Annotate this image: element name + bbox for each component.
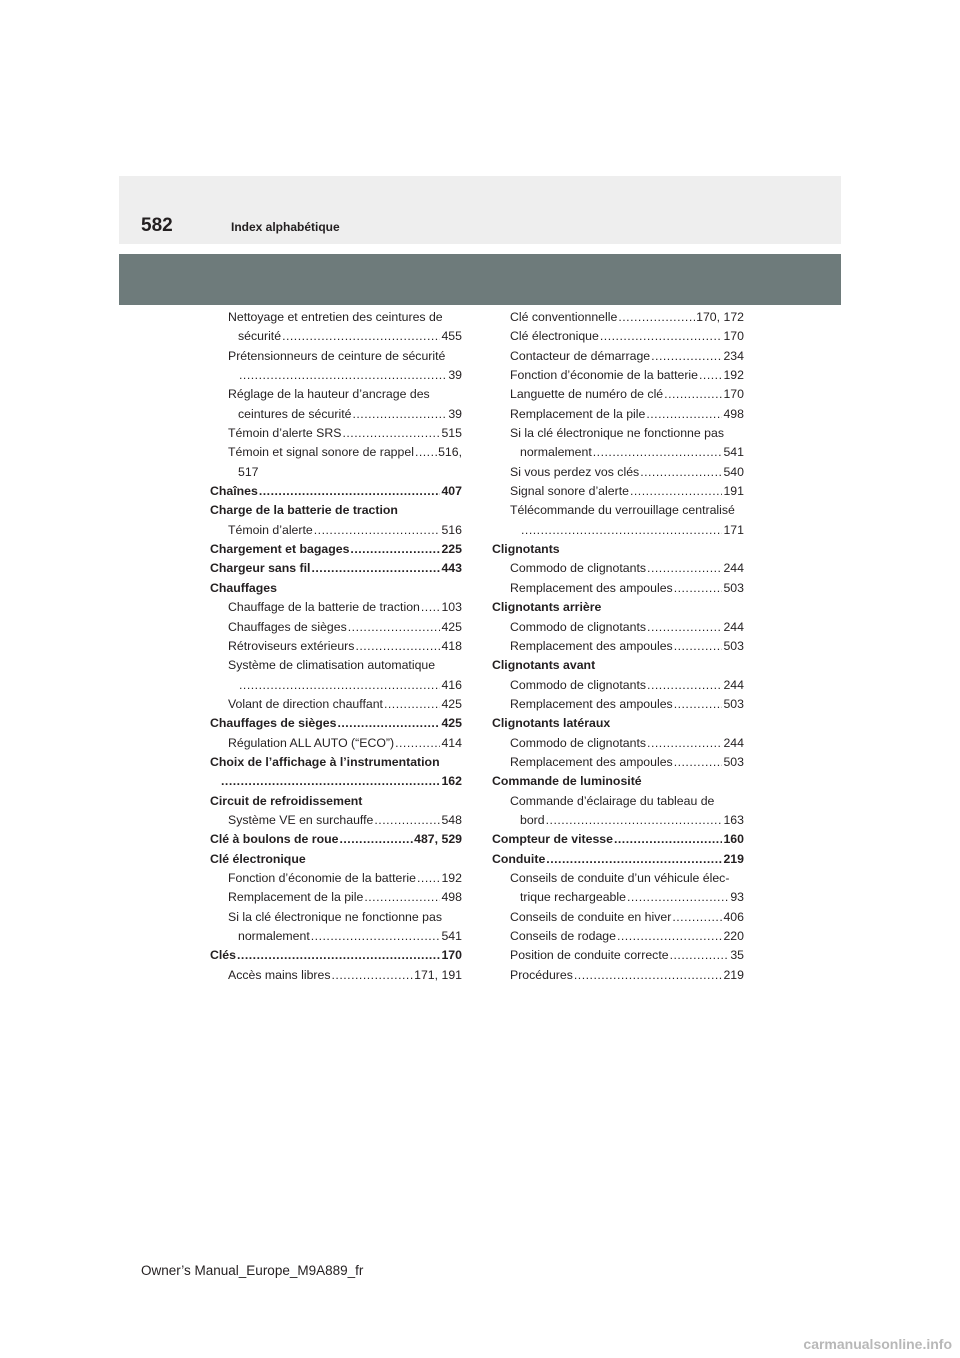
- entry-text: Chargeur sans fil: [210, 561, 311, 576]
- index-heading: [210, 501, 462, 520]
- entry-text: Témoin et signal sonore de rappel: [228, 445, 414, 460]
- index-subentry: [210, 308, 462, 347]
- page-reference: 163: [723, 812, 744, 827]
- page-reference: 516: [441, 522, 462, 537]
- dot-leader: [627, 888, 729, 907]
- index-subentry: [492, 308, 744, 327]
- entry-page-line: [510, 753, 744, 772]
- entry-text: Nettoyage et entretien des ceintures de: [228, 310, 443, 324]
- page-reference: 219: [723, 851, 744, 866]
- page-reference: 503: [723, 580, 744, 595]
- page-reference: 191: [723, 484, 744, 499]
- dot-leader: [314, 521, 441, 540]
- entry-text: Témoin d’alerte SRS: [228, 426, 342, 441]
- page-reference: 503: [723, 696, 744, 711]
- entry-page-line: [510, 618, 744, 637]
- entry-page-line: [228, 888, 462, 907]
- index-subentry: [492, 579, 744, 598]
- page-reference: 244: [723, 735, 744, 750]
- entry-text: normalement: [520, 445, 592, 460]
- index-heading: [492, 772, 744, 791]
- dot-leader: [664, 385, 722, 404]
- entry-page-line: [510, 385, 744, 404]
- entry-page-line: [210, 559, 462, 578]
- page-reference: 170: [441, 948, 462, 963]
- index-subentry: [492, 618, 744, 637]
- entry-page-line: [510, 637, 744, 656]
- index-subentry: [492, 695, 744, 714]
- index-column-right: [492, 308, 744, 985]
- index-subentry: [492, 908, 744, 927]
- entry-page-line: [210, 714, 462, 733]
- page-reference: 425: [441, 716, 462, 731]
- index-subentry: [492, 366, 744, 385]
- dot-leader: [546, 811, 723, 830]
- dot-leader: [239, 366, 447, 385]
- dot-leader: [646, 405, 722, 424]
- entry-text: Conseils de rodage: [510, 929, 616, 943]
- entry-text: Clé électronique: [210, 851, 306, 866]
- dot-leader: [355, 637, 440, 656]
- entry-text: Commodo de clignotants: [510, 677, 647, 692]
- entry-text: Chauffages de sièges: [210, 716, 337, 731]
- entry-page-line: [510, 946, 744, 965]
- dot-leader: [521, 521, 722, 540]
- entry-page-line: [228, 366, 462, 385]
- dot-leader: [674, 695, 723, 714]
- dot-leader: [672, 908, 722, 927]
- entry-text: Position de conduite correcte: [510, 948, 669, 963]
- entry-page-line: [510, 308, 744, 327]
- page-reference: 160: [723, 832, 744, 847]
- page-reference: 548: [441, 812, 462, 827]
- index-heading: [492, 850, 744, 869]
- index-heading: [492, 540, 744, 559]
- index-subentry: [492, 927, 744, 946]
- entry-text: Choix de l’affichage à l’instrumentation: [210, 754, 440, 769]
- page-reference: 498: [723, 406, 744, 421]
- entry-text: ceintures de sécurité: [238, 406, 352, 421]
- page-reference: 455: [441, 329, 462, 344]
- index-heading: [210, 753, 462, 792]
- entry-text: Clés: [210, 948, 236, 963]
- page-reference: 234: [723, 348, 744, 363]
- entry-text: Circuit de refroidissement: [210, 793, 363, 808]
- entry-page-line: [228, 598, 462, 617]
- entry-page-line: [510, 327, 744, 346]
- dot-leader: [651, 347, 722, 366]
- index-subentry: [210, 424, 462, 443]
- index-heading: [210, 850, 462, 869]
- entry-page-line: [210, 772, 462, 791]
- page-reference: 244: [723, 677, 744, 692]
- index-heading: [210, 830, 462, 849]
- entry-text: Commande d’éclairage du tableau de: [510, 793, 715, 808]
- dot-leader: [614, 830, 723, 849]
- entry-text: Chauffage de la batterie de traction: [228, 600, 420, 615]
- dot-leader: [221, 772, 440, 791]
- index-subentry: [492, 966, 744, 985]
- index-subentry: [210, 908, 462, 947]
- page-reference: 170: [723, 329, 744, 344]
- dot-leader: [546, 850, 722, 869]
- entry-text: Chauffages: [210, 580, 277, 595]
- page-reference: 225: [441, 542, 462, 557]
- entry-text: Remplacement de la pile: [510, 406, 646, 421]
- page-reference: 93: [730, 890, 744, 905]
- index-subentry: [492, 424, 744, 463]
- entry-text: Clignotants arrière: [492, 600, 602, 615]
- index-subentry: [210, 695, 462, 714]
- page-reference: 171: [723, 522, 744, 537]
- page-reference: 192: [723, 368, 744, 383]
- entry-text: Clignotants latéraux: [492, 716, 611, 731]
- dot-leader: [593, 443, 723, 462]
- entry-page-line: [228, 521, 462, 540]
- index-subentry: [492, 347, 744, 366]
- dot-leader: [670, 946, 730, 965]
- index-heading: [210, 946, 462, 965]
- index-subentry: [492, 463, 744, 482]
- watermark: carmanualsonline.info: [803, 1336, 952, 1352]
- index-subentry: [492, 385, 744, 404]
- entry-text: Commodo de clignotants: [510, 619, 647, 634]
- page-reference: 39: [448, 368, 462, 383]
- dot-leader: [640, 463, 722, 482]
- entry-text: Volant de direction chauffant: [228, 696, 383, 711]
- entry-page-line: [228, 734, 462, 753]
- page-reference: 219: [723, 967, 744, 982]
- section-color-band: [119, 254, 841, 305]
- entry-text: Contacteur de démarrage: [510, 348, 651, 363]
- page-reference: 414: [441, 735, 462, 750]
- page-reference: 540: [723, 464, 744, 479]
- dot-leader: [339, 830, 413, 849]
- page-reference: 39: [448, 406, 462, 421]
- index-subentry: [492, 637, 744, 656]
- dot-leader: [415, 443, 437, 462]
- page-number: 582: [141, 215, 173, 236]
- dot-leader: [239, 676, 440, 695]
- page-reference: 515: [441, 426, 462, 441]
- page-reference: 487, 529: [414, 832, 462, 847]
- entry-text: Fonction d’économie de la batterie: [228, 870, 416, 885]
- entry-text: Commande de luminosité: [492, 774, 642, 789]
- entry-page-line: [510, 695, 744, 714]
- index-subentry: [210, 869, 462, 888]
- index-heading: [210, 559, 462, 578]
- entry-text: Remplacement des ampoules: [510, 580, 673, 595]
- dot-leader: [674, 637, 723, 656]
- entry-text: Procédures: [510, 967, 573, 982]
- index-subentry: [210, 521, 462, 540]
- entry-text: Système VE en surchauffe: [228, 812, 374, 827]
- page-reference: 162: [441, 774, 462, 789]
- index-subentry: [210, 888, 462, 907]
- dot-leader: [417, 869, 440, 888]
- entry-page-line: [510, 888, 744, 907]
- dot-leader: [647, 676, 722, 695]
- entry-text: Commodo de clignotants: [510, 735, 647, 750]
- footer-manual-id: Owner’s Manual_Europe_M9A889_fr: [141, 1263, 364, 1278]
- dot-leader: [600, 327, 723, 346]
- entry-page-line: [228, 443, 462, 462]
- dot-leader: [421, 598, 441, 617]
- index-subentry: [492, 946, 744, 965]
- dot-leader: [674, 753, 723, 772]
- page-reference: 503: [723, 754, 744, 769]
- index-subentry: [492, 869, 744, 908]
- dot-leader: [384, 695, 441, 714]
- entry-page-line: [510, 676, 744, 695]
- entry-text: Remplacement des ampoules: [510, 696, 673, 711]
- entry-page-line: [510, 347, 744, 366]
- index-subentry: [492, 327, 744, 346]
- entry-text: normalement: [238, 929, 310, 943]
- dot-leader: [574, 966, 723, 985]
- entry-text: Charge de la batterie de traction: [210, 503, 398, 518]
- page-reference: 406: [723, 909, 744, 924]
- entry-page-line: [510, 463, 744, 482]
- entry-page-line: [228, 695, 462, 714]
- entry-page-line: [228, 405, 462, 424]
- entry-page-line: [210, 830, 462, 849]
- entry-text: Prétensionneurs de ceinture de sécurité: [228, 348, 446, 363]
- index-subentry: [210, 734, 462, 753]
- entry-text: trique rechargeable: [520, 890, 626, 905]
- index-subentry: [210, 618, 462, 637]
- index-subentry: [492, 676, 744, 695]
- entry-page-line: [510, 405, 744, 424]
- dot-leader: [352, 405, 447, 424]
- index-heading: [492, 830, 744, 849]
- entry-text: Chauffages de sièges: [228, 619, 347, 634]
- entry-page-line: [210, 946, 462, 965]
- entry-text: Si la clé électronique ne fonctionne pas: [228, 909, 442, 924]
- page-reference: 425: [441, 696, 462, 711]
- entry-text: Réglage de la hauteur d’ancrage des: [228, 387, 430, 402]
- header-band: [119, 176, 841, 244]
- dot-leader: [311, 927, 441, 946]
- index-subentry: [492, 753, 744, 772]
- index-subentry: [492, 482, 744, 501]
- entry-text: Signal sonore d’alerte: [510, 484, 629, 499]
- entry-page-line: [510, 811, 744, 830]
- dot-leader: [618, 308, 695, 327]
- dot-leader: [282, 327, 440, 346]
- index-heading: [210, 579, 462, 598]
- section-title: Index alphabétique: [231, 220, 340, 234]
- dot-leader: [674, 579, 723, 598]
- entry-text: Clé conventionnelle: [510, 310, 618, 324]
- entry-page-line: [210, 540, 462, 559]
- index-subentry: [210, 347, 462, 386]
- index-heading: [492, 656, 744, 675]
- entry-page-line: [510, 521, 744, 540]
- index-subentry: [210, 811, 462, 830]
- dot-leader: [332, 966, 414, 985]
- page-reference: 541: [723, 445, 744, 460]
- page-reference: 35: [730, 948, 744, 963]
- entry-text: Régulation ALL AUTO (“ECO”): [228, 735, 395, 750]
- entry-text: Chargement et bagages: [210, 542, 350, 557]
- entry-page-line: [510, 966, 744, 985]
- dot-leader: [630, 482, 723, 501]
- index-subentry: [210, 443, 462, 482]
- entry-page-line: [228, 618, 462, 637]
- index-heading: [492, 598, 744, 617]
- entry-text: Si vous perdez vos clés: [510, 464, 640, 479]
- entry-text: Compteur de vitesse: [492, 832, 613, 847]
- dot-leader: [374, 811, 440, 830]
- page-reference: 517: [238, 464, 259, 479]
- page-reference: 103: [441, 600, 462, 615]
- dot-leader: [647, 559, 722, 578]
- entry-page-line: [510, 559, 744, 578]
- entry-text: bord: [520, 812, 545, 827]
- entry-page-line: [228, 676, 462, 695]
- entry-page-line: [228, 869, 462, 888]
- page-reference: 244: [723, 619, 744, 634]
- entry-text: Rétroviseurs extérieurs: [228, 638, 355, 653]
- index-subentry: [492, 501, 744, 540]
- entry-text: Fonction d’économie de la batterie: [510, 368, 698, 383]
- index-heading: [210, 540, 462, 559]
- page-reference: 170: [723, 387, 744, 402]
- entry-text: Conduite: [492, 851, 546, 866]
- page-reference: 416: [441, 677, 462, 692]
- entry-page-line: [510, 366, 744, 385]
- entry-text: Témoin d’alerte: [228, 522, 313, 537]
- entry-text: Remplacement des ampoules: [510, 754, 673, 769]
- entry-text: sécurité: [238, 329, 282, 344]
- dot-leader: [364, 888, 440, 907]
- entry-text: Conseils de conduite d’un véhicule élec-: [510, 870, 730, 885]
- page-reference: 498: [441, 890, 462, 905]
- index-subentry: [492, 405, 744, 424]
- page-reference: 192: [441, 870, 462, 885]
- entry-page-line: [228, 424, 462, 443]
- entry-text: Chaînes: [210, 484, 258, 499]
- index-subentry: [492, 734, 744, 753]
- entry-page-line: [510, 482, 744, 501]
- index-heading: [210, 714, 462, 733]
- dot-leader: [311, 559, 440, 578]
- dot-leader: [237, 946, 440, 965]
- entry-text: Accès mains libres: [228, 967, 331, 982]
- entry-text: Si la clé électronique ne fonctionne pas: [510, 426, 724, 441]
- entry-text: Remplacement de la pile: [228, 890, 364, 905]
- index-subentry: [492, 559, 744, 578]
- entry-text: Languette de numéro de clé: [510, 387, 664, 402]
- index-heading: [210, 482, 462, 501]
- entry-page-line: [510, 443, 744, 462]
- index-subentry: [210, 966, 462, 985]
- entry-page-line: [228, 811, 462, 830]
- entry-page-line: [228, 966, 462, 985]
- dot-leader: [350, 540, 440, 559]
- dot-leader: [337, 714, 440, 733]
- dot-leader: [348, 618, 441, 637]
- page-reference: 244: [723, 561, 744, 576]
- entry-page-line: [510, 908, 744, 927]
- index-heading: [492, 714, 744, 733]
- entry-page-line: [510, 579, 744, 598]
- entry-text: Clignotants avant: [492, 658, 596, 673]
- entry-page-line: [510, 927, 744, 946]
- entry-page-line: [228, 327, 462, 346]
- page-reference: 425: [441, 619, 462, 634]
- dot-leader: [617, 927, 723, 946]
- page-reference: 516,: [438, 445, 462, 460]
- entry-text: Conseils de conduite en hiver: [510, 909, 672, 924]
- dot-leader: [647, 618, 722, 637]
- index-subentry: [492, 792, 744, 831]
- entry-page-line: [228, 927, 462, 946]
- index-subentry: [210, 598, 462, 617]
- entry-page-line: [492, 850, 744, 869]
- entry-text: Clignotants: [492, 542, 560, 557]
- index-subentry: [210, 637, 462, 656]
- dot-leader: [647, 734, 722, 753]
- entry-text: Clé électronique: [510, 329, 599, 344]
- index-heading: [210, 792, 462, 811]
- entry-page-line: [510, 734, 744, 753]
- page-reference: 170, 172: [696, 310, 744, 324]
- dot-leader: [342, 424, 440, 443]
- page-reference: 541: [441, 929, 462, 943]
- index-subentry: [210, 385, 462, 424]
- entry-text: Système de climatisation automatique: [228, 658, 436, 673]
- page-reference: 443: [441, 561, 462, 576]
- page-reference: 503: [723, 638, 744, 653]
- page-reference: 220: [723, 929, 744, 943]
- dot-leader: [259, 482, 441, 501]
- page-reference: 418: [441, 638, 462, 653]
- page-reference: 171, 191: [414, 967, 462, 982]
- entry-page-line: [492, 830, 744, 849]
- index-subentry: [210, 656, 462, 695]
- entry-text: Remplacement des ampoules: [510, 638, 673, 653]
- entry-text: Télécommande du verrouillage centralisé: [510, 503, 735, 518]
- entry-page-line: [228, 637, 462, 656]
- entry-text: Clé à boulons de roue: [210, 832, 339, 847]
- dot-leader: [699, 366, 722, 385]
- entry-page-line: [210, 482, 462, 501]
- page-reference: 407: [441, 484, 462, 499]
- index-column-left: [210, 308, 462, 985]
- entry-text: Commodo de clignotants: [510, 561, 647, 576]
- dot-leader: [395, 734, 440, 753]
